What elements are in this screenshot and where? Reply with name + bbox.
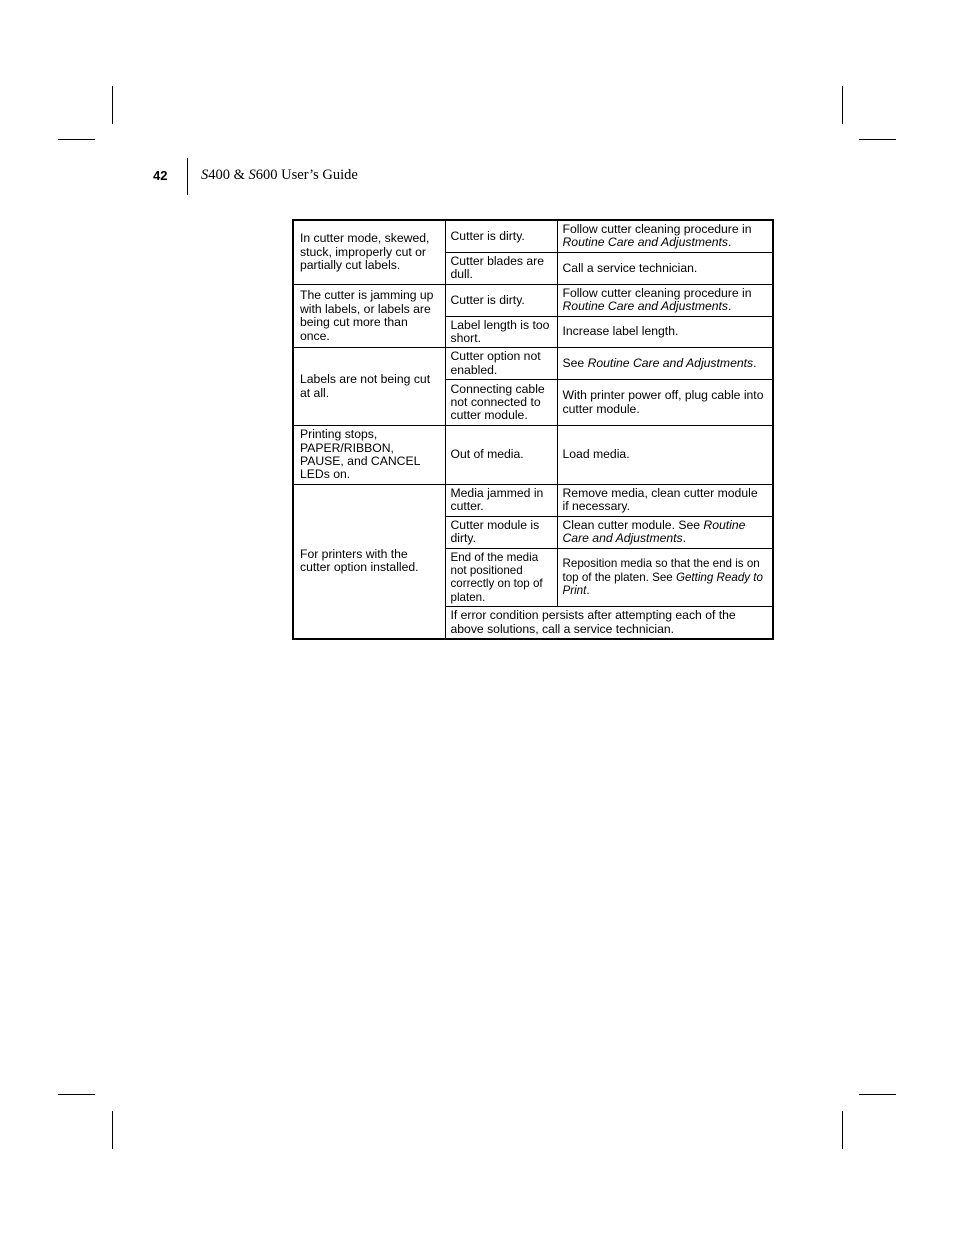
solution-text: With printer power off, plug cable into cutter module. xyxy=(562,388,764,416)
solution-text: Reposition media so that the end is on top of the platen. See xyxy=(562,557,760,584)
solution-text: Clean cutter module. See xyxy=(562,517,704,532)
cause-cell: Cutter option not enabled. xyxy=(445,348,557,380)
problem-cell: Labels are not being cut at all. xyxy=(293,348,445,426)
solution-text: Call a service technician. xyxy=(562,260,698,275)
solution-text: Follow cutter cleaning procedure in xyxy=(562,222,752,236)
solution-reference: Routine Care and Adjustments xyxy=(562,235,729,250)
solution-text: See xyxy=(562,356,588,371)
solution-text: . xyxy=(728,235,732,250)
solution-cell xyxy=(557,380,773,426)
cause-cell: End of the media not positioned correctly on top of platen. xyxy=(445,548,557,607)
title-model-prefix-2: S xyxy=(248,167,256,183)
solution-cell xyxy=(557,220,773,252)
solution-text: Load media. xyxy=(562,447,630,462)
crop-mark-bottom-right-horizontal xyxy=(859,1094,896,1095)
solution-cell xyxy=(557,252,773,284)
solution-text: . xyxy=(682,531,687,546)
crop-mark-bottom-left-horizontal xyxy=(58,1094,95,1095)
cause-cell: Cutter module is dirty. xyxy=(445,516,557,548)
title-part-2: 600 User’s Guide xyxy=(255,167,358,183)
table-row xyxy=(293,220,773,252)
solution-cell xyxy=(557,426,773,485)
solution-text: Increase label length. xyxy=(562,324,679,339)
solution-cell xyxy=(557,484,773,516)
table-row xyxy=(293,426,773,485)
problem-cell: In cutter mode, skewed, stuck, improperly cut or partially cut labels. xyxy=(293,220,445,284)
solution-reference: Routine Care and Adjustments xyxy=(587,356,754,371)
cause-cell: Connecting cable not connected to cutter module. xyxy=(445,380,557,426)
cause-cell: Out of media. xyxy=(445,426,557,485)
page-number: 42 xyxy=(153,168,168,183)
solution-reference: Routine Care and Adjustments xyxy=(562,299,729,314)
cause-cell: Cutter blades are dull. xyxy=(445,252,557,284)
solution-text: Follow cutter cleaning procedure in xyxy=(562,285,752,300)
solution-reference: Routine Care and Adjustments xyxy=(562,517,746,546)
solution-cell xyxy=(557,316,773,348)
solution-cell xyxy=(557,284,773,316)
cause-cell: Label length is too short. xyxy=(445,316,557,348)
page-header xyxy=(0,0,954,200)
header-divider xyxy=(187,158,188,195)
table-row xyxy=(293,348,773,380)
cause-cell: Media jammed in cutter. xyxy=(445,484,557,516)
problem-cell: For printers with the cutter option installed. xyxy=(293,484,445,639)
cause-cell: Cutter is dirty. xyxy=(445,284,557,316)
solution-cell xyxy=(557,548,773,607)
title-part-1: 400 & xyxy=(208,167,249,183)
troubleshooting-table xyxy=(292,219,774,640)
table-row xyxy=(293,284,773,316)
solution-reference: Getting Ready to Print xyxy=(562,570,763,598)
problem-cell: The cutter is jamming up with labels, or labels are being cut more than once. xyxy=(293,284,445,348)
solution-text: Remove media, clean cutter module if necessary. xyxy=(562,485,758,514)
cause-cell: Cutter is dirty. xyxy=(445,220,557,252)
solution-cell xyxy=(557,348,773,380)
problem-cell: Printing stops, PAPER/RIBBON, PAUSE, and CANCEL LEDs on. xyxy=(293,426,445,485)
crop-mark-bottom-right-vertical xyxy=(842,1111,843,1149)
title-model-prefix-1: S xyxy=(201,167,209,183)
solution-cell xyxy=(557,516,773,548)
solution-text: . xyxy=(586,584,590,598)
note-cell: If error condition persists after attempting each of the above solutions, call a service technician. xyxy=(445,607,773,639)
table-row xyxy=(293,484,773,516)
running-title xyxy=(201,167,358,184)
solution-text: . xyxy=(728,299,732,314)
crop-mark-bottom-left-vertical xyxy=(112,1111,113,1149)
solution-text: . xyxy=(753,356,757,371)
